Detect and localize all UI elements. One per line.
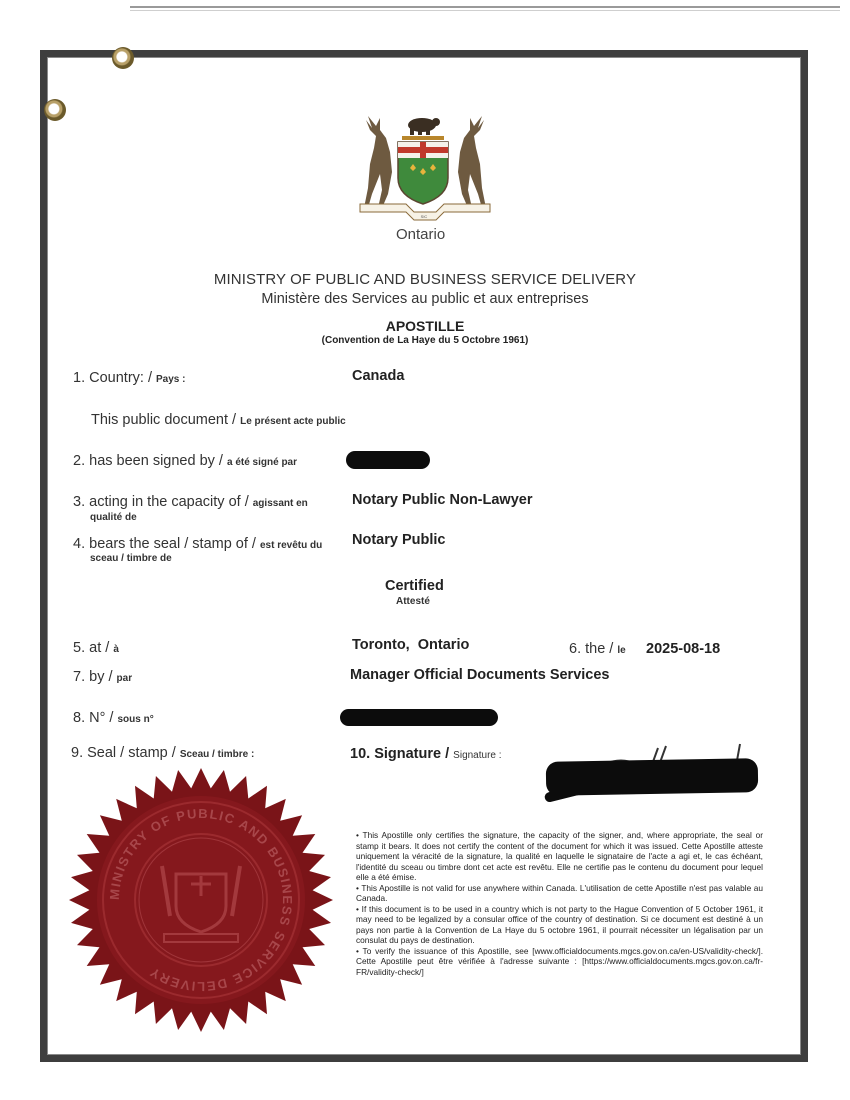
field-by-value: Manager Official Documents Services — [350, 667, 610, 683]
emblem-caption: Ontario — [396, 226, 446, 243]
field-seal-of-label: 4. bears the seal / stamp of / est revêtu du — [73, 536, 323, 552]
grommet-icon — [44, 99, 66, 121]
notice-item: • To verify the issuance of this Apostille, see [www.officialdocuments.mgcs.gov.on.ca/en-US/validity-check/]. Cette Apostille peut être vérifiée à l'adresse suivante : [https://www.officialdocuments.mgcs.gov.on.ca/fr-FR/validity-check/] — [356, 945, 763, 977]
field-signed-by-label: 2. has been signed by / a été signé par — [73, 453, 298, 469]
apostille-notice — [356, 830, 763, 977]
field-at-label: 5. at / à — [73, 640, 119, 656]
ministry-red-seal — [66, 766, 336, 1034]
field-seal-of-label-fr2: sceau / timbre de — [90, 553, 172, 564]
field-country-value: Canada — [352, 368, 405, 384]
svg-text:MINISTRY OF PUBLIC AND BUSINES: MINISTRY OF PUBLIC AND BUSINESS SERVICE DELIVERY — [106, 805, 296, 995]
field-number-label: 8. N° / sous n° — [73, 710, 154, 726]
certified-label-fr: Attesté — [396, 596, 430, 607]
field-seal-stamp-label: 9. Seal / stamp / Sceau / timbre : — [71, 745, 255, 761]
field-country-label: 1. Country: / Pays : — [73, 370, 186, 386]
convention-subtitle: (Convention de La Haye du 5 Octobre 1961) — [321, 335, 529, 346]
coat-of-arms-icon — [358, 112, 492, 224]
field-date-value: 2025-08-18 — [646, 641, 721, 657]
certified-label: Certified — [385, 578, 444, 594]
notice-item: • If this document is to be used in a country which is not party to the Hague Convention of 5 October 1961, it may need to be legalized by a consular office of the country of destination. Si ce document est destiné à un pays non partie à la Convention de La Haye du 5 octobre 1961, il pourrait nécessiter un légalisation par un consulat du pays de destination. — [356, 903, 763, 945]
field-at-value: Toronto, Ontario — [352, 637, 470, 653]
grommet-icon — [112, 47, 134, 69]
redacted-signer-name — [346, 451, 430, 469]
notice-item: • This Apostille is not valid for use anywhere within Canada. L'utilisation de cette Apostille n'est pas valable au Canada. — [356, 882, 763, 903]
redacted-number — [340, 709, 498, 726]
scan-edge-line — [130, 10, 840, 11]
notice-item: • This Apostille only certifies the signature, the capacity of the signer, and, where appropriate, the seal or stamp it bears. It does not certify the content of the document for which it was issued. Cette Apostille atteste uniquement la véracité de la signature, la qualité en laquelle le signataire de l'acte a agi et, le cas échéant, l'identité du sceau ou timbre dont cet acte est revêtu. Elle ne certifie pas le contenu du document pour lequel elle a été émise. — [356, 830, 763, 882]
field-capacity-value: Notary Public Non-Lawyer — [352, 492, 533, 508]
field-seal-of-value: Notary Public — [352, 532, 446, 548]
svg-text:SIC: SIC — [420, 214, 428, 219]
seal-icon — [66, 766, 336, 1034]
scan-edge-line — [130, 6, 840, 8]
field-capacity-label: 3. acting in the capacity of / agissant en — [73, 494, 308, 510]
field-signature-label: 10. Signature / Signature : — [350, 746, 502, 762]
document-title: APOSTILLE — [385, 318, 465, 334]
field-by-label: 7. by / par — [73, 669, 133, 685]
public-document-label: This public document / Le présent acte public — [91, 412, 346, 428]
ministry-name-fr: Ministère des Services au public et aux entreprises — [261, 291, 589, 307]
field-capacity-label-fr2: qualité de — [90, 512, 137, 523]
field-date-label: 6. the / le — [569, 641, 626, 657]
ministry-name-en: MINISTRY OF PUBLIC AND BUSINESS SERVICE DELIVERY — [213, 271, 637, 288]
ontario-coat-of-arms — [358, 112, 492, 224]
